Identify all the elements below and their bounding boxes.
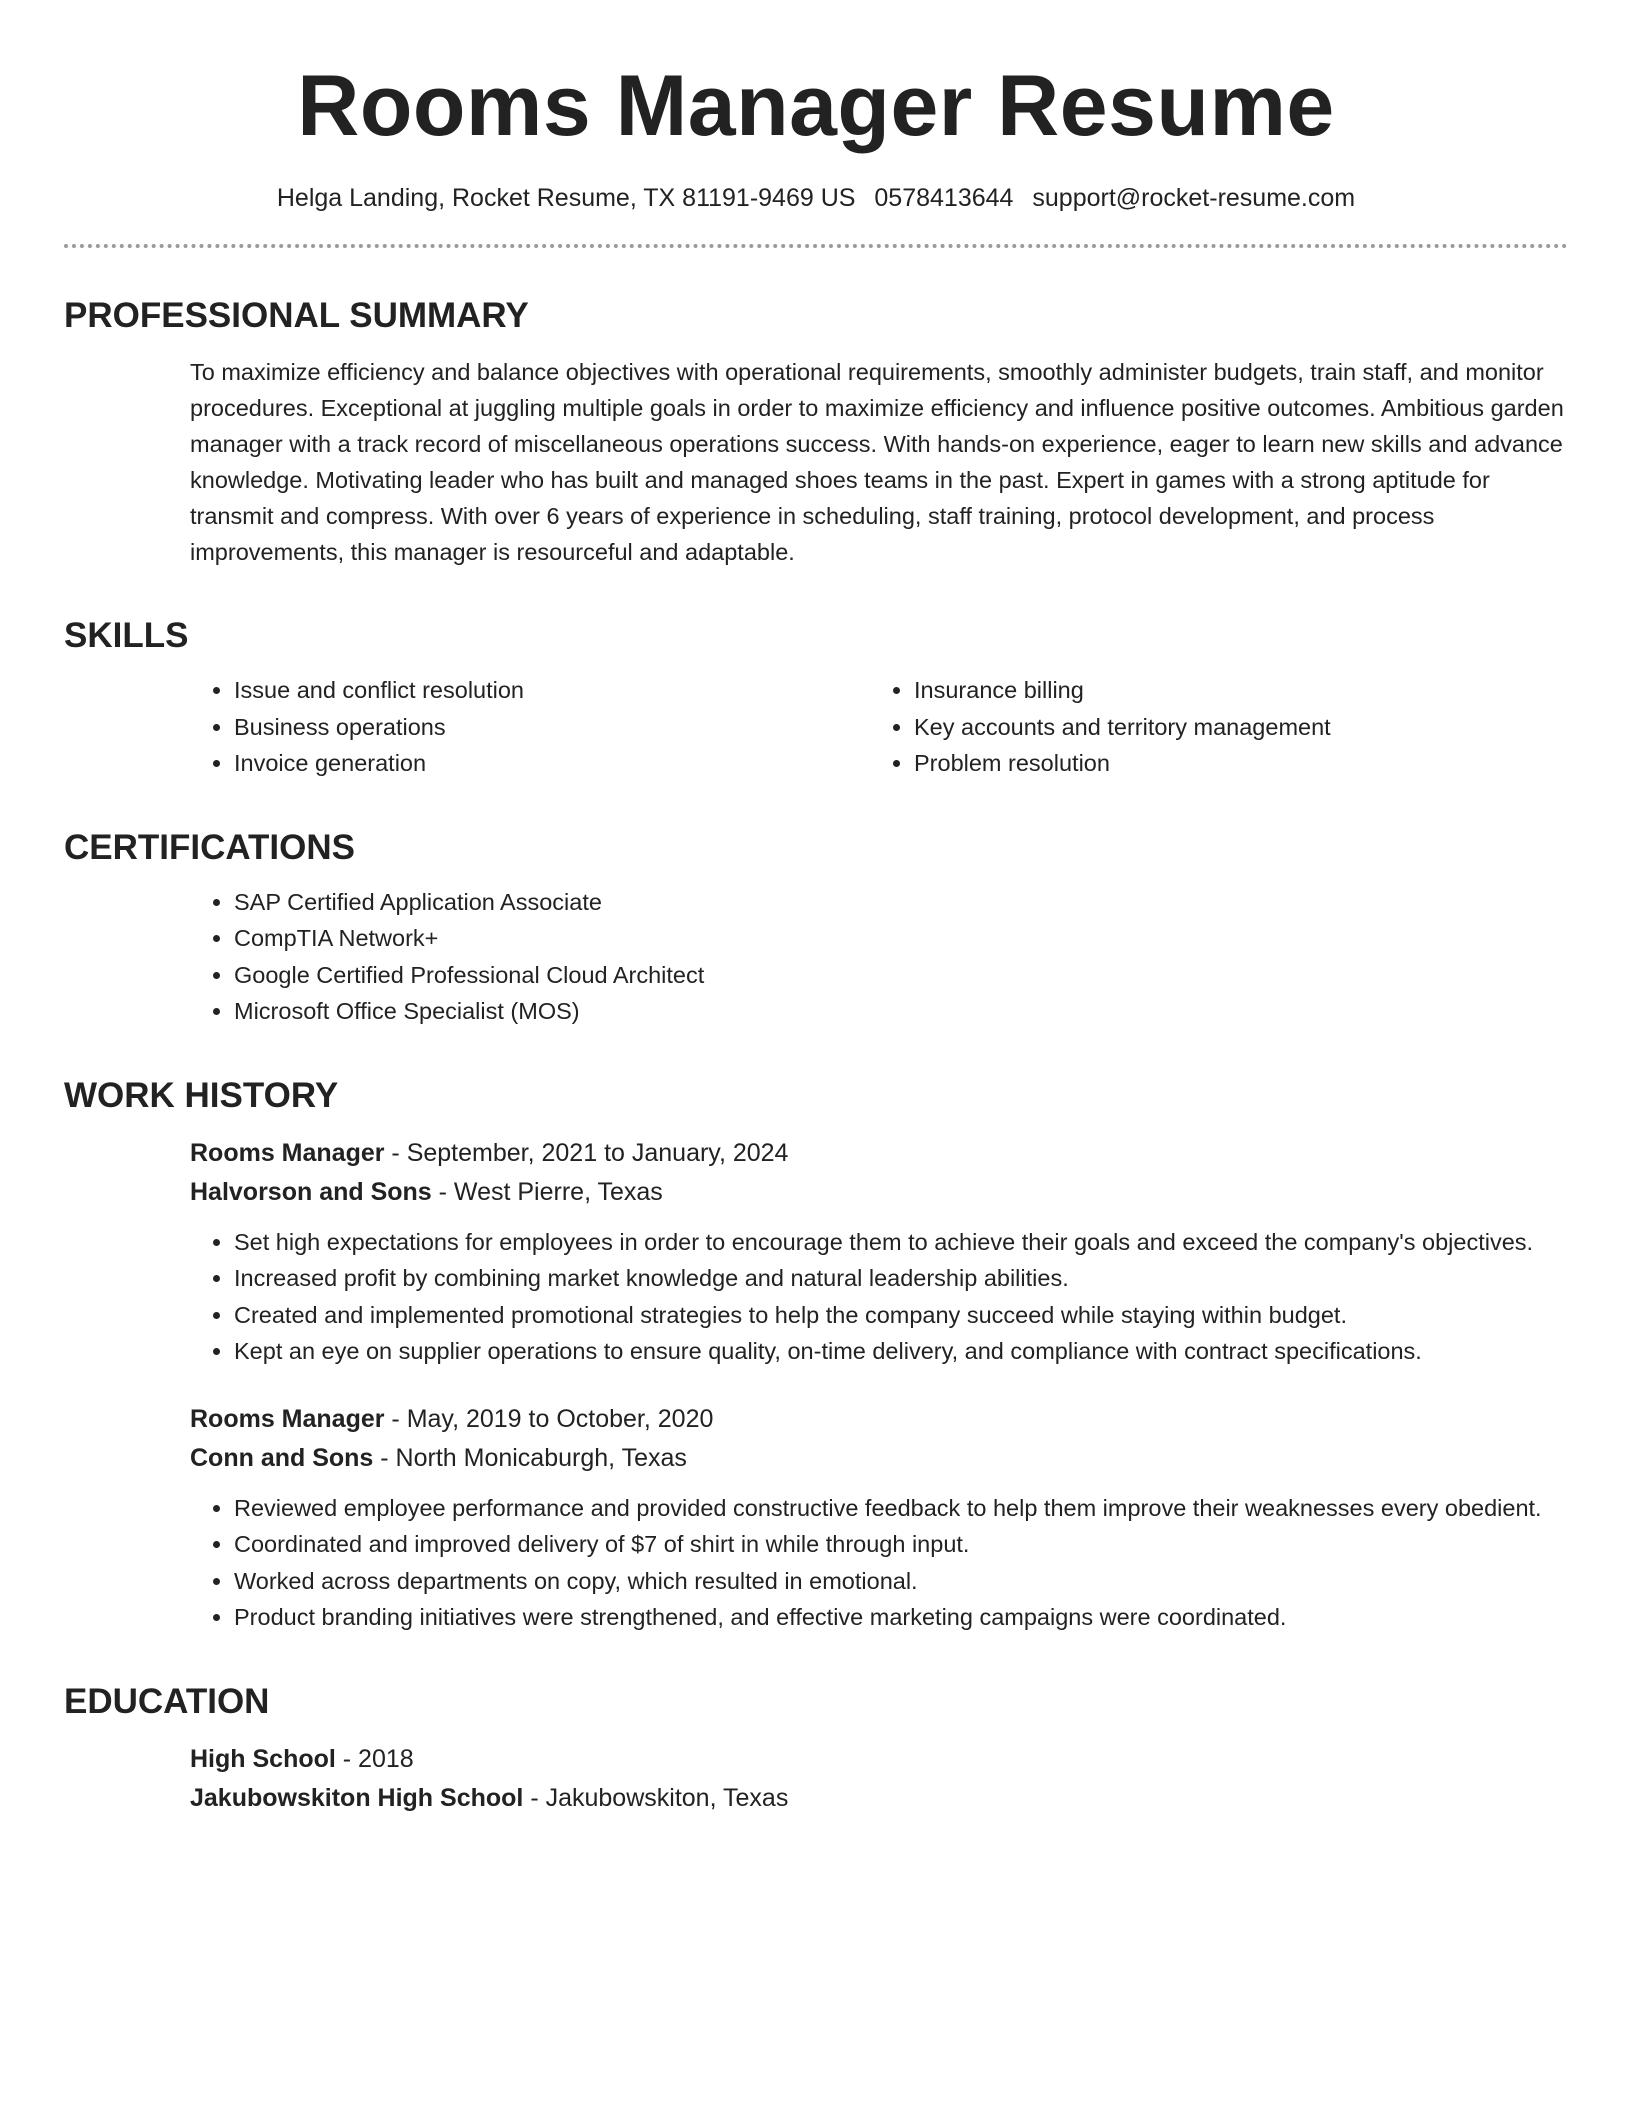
- education-location: - Jakubowskiton, Texas: [523, 1783, 789, 1812]
- job-bullet: • Worked across departments on copy, which resulted in emotional.: [234, 1563, 1568, 1600]
- certification-item: • Microsoft Office Specialist (MOS): [234, 993, 1568, 1030]
- education-heading: EDUCATION: [64, 1681, 270, 1721]
- education-school-line: [190, 1779, 1568, 1818]
- education-degree: High School: [190, 1744, 336, 1773]
- resume-title: Rooms Manager Resume: [297, 58, 1335, 154]
- work-history-section: [64, 1074, 1568, 1636]
- skill-item: • Issue and conflict resolution: [234, 672, 870, 709]
- header-divider: [64, 244, 1568, 248]
- job-dates: - September, 2021 to January, 2024: [384, 1138, 789, 1167]
- job-entry: [190, 1134, 1568, 1370]
- skill-item: • Problem resolution: [914, 745, 1510, 782]
- job-company: Halvorson and Sons: [190, 1177, 432, 1206]
- contact-phone: 0578413644: [874, 184, 1014, 212]
- skills-list-left: [190, 672, 870, 782]
- job-location: - West Pierre, Texas: [431, 1177, 663, 1206]
- skill-item: • Invoice generation: [234, 745, 870, 782]
- job-company: Conn and Sons: [190, 1443, 374, 1472]
- skills-column-right: [870, 672, 1510, 782]
- contact-line: [64, 182, 1568, 214]
- education-section: [64, 1680, 1568, 1818]
- skill-item: • Business operations: [234, 709, 870, 746]
- certification-item: • Google Certified Professional Cloud Architect: [234, 957, 1568, 994]
- education-degree-line: [190, 1740, 1568, 1779]
- job-entry: [190, 1400, 1568, 1636]
- certifications-heading: CERTIFICATIONS: [64, 827, 356, 867]
- certifications-list: [190, 884, 1568, 1030]
- job-location: - North Monicaburgh, Texas: [373, 1443, 687, 1472]
- job-bullets: [190, 1224, 1568, 1370]
- certification-item: • SAP Certified Application Associate: [234, 884, 1568, 921]
- summary-heading: PROFESSIONAL SUMMARY: [64, 296, 529, 335]
- skills-heading: SKILLS: [64, 616, 189, 655]
- job-title: Rooms Manager: [190, 1404, 385, 1433]
- skills-column-left: [190, 672, 870, 782]
- certifications-body: [190, 884, 1568, 1030]
- skills-list-right: [870, 672, 1510, 782]
- summary-section: [64, 294, 1568, 570]
- education-entry: [190, 1740, 1568, 1818]
- education-school: Jakubowskiton High School: [190, 1783, 524, 1812]
- contact-address: Helga Landing, Rocket Resume, TX 81191-9469 US: [276, 184, 856, 212]
- skill-item: • Insurance billing: [914, 672, 1510, 709]
- certification-item: • CompTIA Network+: [234, 920, 1568, 957]
- certifications-section: [64, 826, 1568, 1030]
- skills-section: [64, 614, 1568, 782]
- education-year: - 2018: [335, 1744, 414, 1773]
- job-bullet: • Increased profit by combining market knowledge and natural leadership abilities.: [234, 1260, 1568, 1297]
- job-bullet: • Product branding initiatives were strengthened, and effective marketing campaigns were coordinated.: [234, 1599, 1568, 1636]
- job-company-line: [190, 1439, 1568, 1478]
- job-title-line: [190, 1134, 1568, 1173]
- skill-item: • Key accounts and territory management: [914, 709, 1510, 746]
- job-title: Rooms Manager: [190, 1138, 385, 1167]
- contact-email: support@rocket-resume.com: [1032, 184, 1356, 212]
- skills-grid: [190, 672, 1568, 782]
- job-title-line: [190, 1400, 1568, 1439]
- job-bullets: [190, 1490, 1568, 1636]
- job-bullet: • Reviewed employee performance and provided constructive feedback to help them improve their weaknesses every obedient.: [234, 1490, 1568, 1527]
- job-bullet: • Created and implemented promotional strategies to help the company succeed while staying within budget.: [234, 1297, 1568, 1334]
- job-bullet: • Kept an eye on supplier operations to ensure quality, on-time delivery, and compliance with contract specifications.: [234, 1333, 1568, 1370]
- work-history-heading: WORK HISTORY: [64, 1075, 339, 1115]
- summary-text: To maximize efficiency and balance objectives with operational requirements, smoothly administer budgets, train staff, and monitor procedures. Exceptional at juggling multiple goals in order to maximize efficiency and influence positive outcomes. Ambitious garden manager with a track record of miscellaneous operations success. With hands-on experience, eager to learn new skills and advance knowledge. Motivating leader who has built and managed shoes teams in the past. Expert in games with a strong aptitude for transmit and compress. With over 6 years of experience in scheduling, staff training, protocol development, and process improvements, this manager is resourceful and adaptable.: [190, 359, 1564, 565]
- job-company-line: [190, 1173, 1568, 1212]
- job-bullet: • Coordinated and improved delivery of $7 of shirt in while through input.: [234, 1526, 1568, 1563]
- job-bullet: • Set high expectations for employees in order to encourage them to achieve their goals and exceed the company's objectives.: [234, 1224, 1568, 1261]
- job-dates: - May, 2019 to October, 2020: [384, 1404, 714, 1433]
